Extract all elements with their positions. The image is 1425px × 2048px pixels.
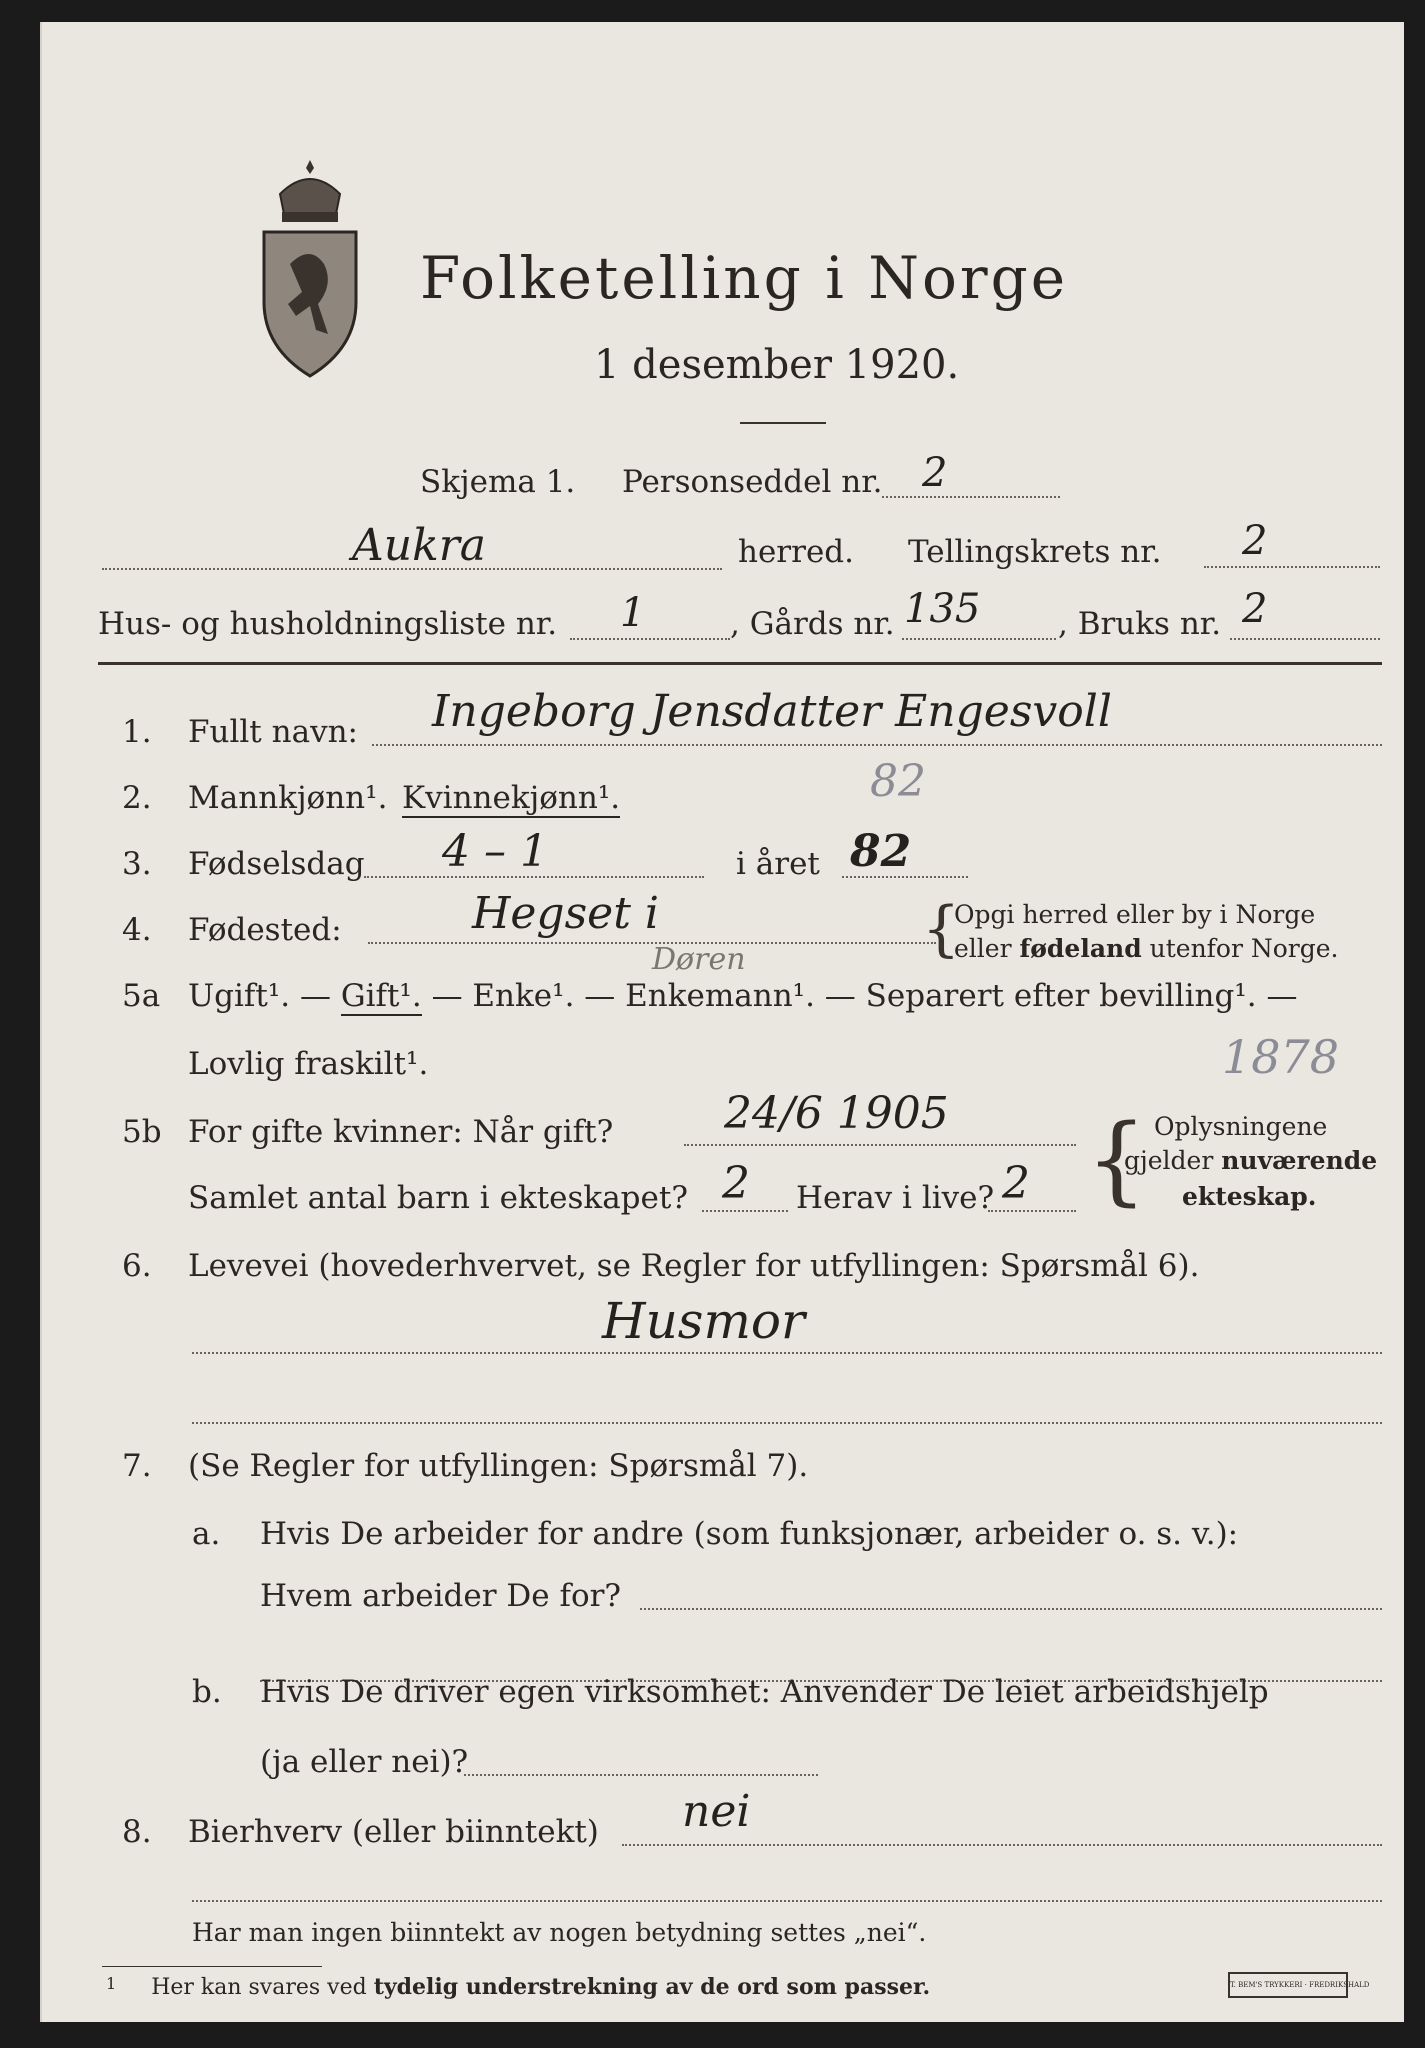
ugift-option[interactable]: Ugift¹. — <box>188 978 331 1014</box>
q7b-label: Hvis De driver egen virksomhet: Anvender De leiet arbeidshjelp <box>260 1674 1269 1710</box>
personseddel-value[interactable]: 2 <box>922 450 948 496</box>
tellingskrets-label: Tellingskrets nr. <box>908 534 1162 570</box>
q8-label: Bierhverv (eller biinntekt) <box>188 1814 599 1850</box>
q5b-alive-label: Herav i live? <box>796 1180 995 1216</box>
tellingskrets-line <box>1204 566 1380 568</box>
q6-label: Levevei (hovederhvervet, se Regler for utfyllingen: Spørsmål 6). <box>188 1248 1200 1284</box>
q7-number: 7. <box>122 1448 152 1484</box>
tellingskrets-value[interactable]: 2 <box>1242 518 1268 564</box>
gender-female-label[interactable]: Kvinnekjønn¹. <box>402 780 621 816</box>
hired-help-line <box>464 1774 818 1776</box>
q5b-children-label: Samlet antal barn i ekteskapet? <box>188 1180 688 1216</box>
q5b-note-line1: Oplysningene <box>1154 1112 1328 1141</box>
gender-male-label: Mannkjønn¹. <box>188 780 388 816</box>
occupation-line-2 <box>192 1422 1382 1424</box>
lovlig-fraskilt-option[interactable]: Lovlig fraskilt¹. <box>188 1046 429 1082</box>
full-name-value[interactable]: Ingeborg Jensdatter Engesvoll <box>432 686 1112 737</box>
header-rule <box>98 662 1382 665</box>
birth-year-value[interactable]: 82 <box>850 826 912 877</box>
q4-note-utenfor: utenfor Norge. <box>1149 934 1339 963</box>
footnote-text-b: tydelig understrekning av de ord som passer. <box>373 1974 931 2000</box>
occupation-line-1 <box>192 1352 1382 1354</box>
q7a-number: a. <box>192 1516 221 1552</box>
q5b-note-line3: ekteskap. <box>1182 1182 1317 1211</box>
birthday-value[interactable]: 4 – 1 <box>442 826 548 877</box>
q4-number: 4. <box>122 912 152 948</box>
side-income-line-1 <box>622 1844 1382 1846</box>
gender-note-value: 82 <box>870 756 926 807</box>
footnote-text-a: Her kan svares ved <box>151 1975 367 2000</box>
q7b-number: b. <box>192 1674 222 1710</box>
q3-label: Fødselsdag <box>188 846 365 882</box>
gaards-line <box>902 638 1056 640</box>
form-title: Folketelling i Norge <box>420 244 1069 312</box>
norwegian-coat-of-arms-icon <box>250 154 370 384</box>
printer-stamp: T. BEM'S TRYKKERI · FREDRIKSHALD <box>1228 1972 1348 1998</box>
marital-note-value: 1878 <box>1222 1030 1340 1084</box>
q3-number: 3. <box>122 846 152 882</box>
other-marital-options[interactable]: — Enke¹. — Enkemann¹. — Separert efter bevilling¹. — <box>431 978 1298 1014</box>
q4-label: Fødested: <box>188 912 342 948</box>
q4-note-foedeland: fødeland <box>1019 934 1142 963</box>
q5b-note-line2 <box>1124 1146 1377 1175</box>
alive-line <box>988 1210 1076 1212</box>
herred-value[interactable]: Aukra <box>352 520 487 571</box>
skjema-label: Skjema 1. <box>420 464 576 500</box>
form-date: 1 desember 1920. <box>594 342 960 388</box>
q2-number: 2. <box>122 780 152 816</box>
marital-status-options <box>188 978 1297 1014</box>
side-income-value[interactable]: nei <box>682 1786 751 1837</box>
bruks-label: , Bruks nr. <box>1058 606 1222 642</box>
q8-number: 8. <box>122 1814 152 1850</box>
q5b-note-brace: { <box>1086 1104 1148 1216</box>
employer-line-1 <box>640 1608 1382 1610</box>
q5b-number: 5b <box>122 1114 162 1150</box>
q6-number: 6. <box>122 1248 152 1284</box>
title-divider <box>740 422 826 424</box>
gift-option[interactable]: Gift¹. <box>340 978 422 1014</box>
children-line <box>702 1210 788 1212</box>
q5b-label: For gifte kvinner: Når gift? <box>188 1114 614 1150</box>
footnote <box>106 1974 930 2000</box>
q7a-sub-label: Hvem arbeider De for? <box>260 1578 622 1614</box>
marriage-date-value[interactable]: 24/6 1905 <box>724 1088 949 1139</box>
side-income-note: Har man ingen biinntekt av nogen betydning settes „nei“. <box>192 1918 927 1947</box>
q4-note-line1: Opgi herred eller by i Norge <box>954 900 1316 929</box>
gaards-value[interactable]: 135 <box>904 586 981 632</box>
q4-note-line2 <box>954 934 1339 963</box>
occupation-value[interactable]: Husmor <box>602 1292 805 1350</box>
side-income-line-2 <box>192 1900 1382 1902</box>
personseddel-line <box>882 496 1060 498</box>
herred-label: herred. <box>738 534 854 570</box>
q4-note-eller: eller <box>954 934 1012 963</box>
q3-year-label: i året <box>736 846 820 882</box>
census-form <box>40 22 1404 2022</box>
q7a-label: Hvis De arbeider for andre (som funksjonær, arbeider o. s. v.): <box>260 1516 1239 1552</box>
bruks-value[interactable]: 2 <box>1242 586 1268 632</box>
q5b-note-nuvaerende: nuværende <box>1221 1146 1378 1175</box>
q1-label: Fullt navn: <box>188 714 358 750</box>
children-value[interactable]: 2 <box>722 1158 750 1209</box>
bruks-line <box>1230 638 1380 640</box>
q7b-sub-label: (ja eller nei)? <box>260 1744 469 1780</box>
marriage-date-line <box>684 1144 1076 1146</box>
birthplace-value-extra[interactable]: Døren <box>652 942 746 977</box>
hus-value[interactable]: 1 <box>620 590 646 636</box>
q1-line <box>372 744 1382 746</box>
birthplace-value[interactable]: Hegset i <box>472 888 659 939</box>
q5b-note-gjelder: gjelder <box>1124 1146 1214 1175</box>
hus-line <box>570 638 730 640</box>
q4-note-brace: { <box>922 894 961 964</box>
hus-label: Hus- og husholdningsliste nr. <box>98 606 558 642</box>
q7-label: (Se Regler for utfyllingen: Spørsmål 7). <box>188 1448 809 1484</box>
footnote-mark: 1 <box>106 1974 117 1993</box>
q5a-number: 5a <box>122 978 161 1014</box>
footnote-rule <box>102 1966 322 1967</box>
alive-value[interactable]: 2 <box>1002 1158 1030 1209</box>
personseddel-label: Personseddel nr. <box>622 464 883 500</box>
q1-number: 1. <box>122 714 152 750</box>
gaards-label: , Gårds nr. <box>730 606 895 642</box>
